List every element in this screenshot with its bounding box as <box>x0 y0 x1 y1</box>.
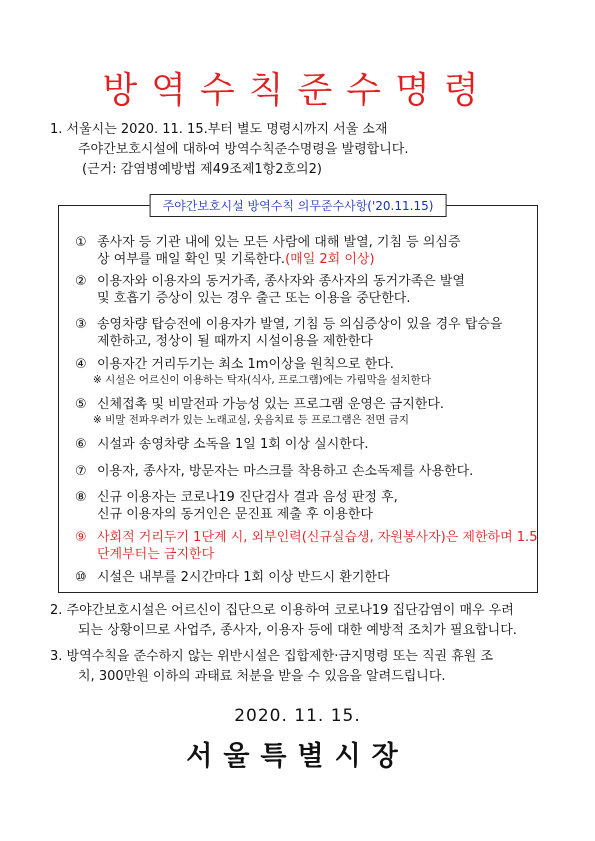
rule-item-9 <box>75 529 538 563</box>
rule-item-6 <box>75 436 523 453</box>
rule-text: 이용자간 거리두기는 최소 1m이상을 원칙으로 한다. <box>97 357 394 372</box>
section-3-line-1: 3. 방역수칙을 준수하지 않는 위반시설은 집합제한·금지명령 또는 직권 휴원 조 <box>50 649 494 664</box>
rule-item-3 <box>75 316 523 350</box>
rule-number: ④ <box>75 357 87 372</box>
section-3 <box>50 647 493 687</box>
rule-text: 신규 이용자의 동거인은 문진표 제출 후 이용한다 <box>97 507 373 522</box>
rule-text: 이용자와 이용자의 동거가족, 종사자와 종사자의 동거가족은 발열 <box>97 274 465 289</box>
rule-number: ② <box>75 274 87 289</box>
document-title: 방역수칙준수명령 <box>102 70 493 111</box>
rule-text: 제한하고, 정상이 될 때까지 시설이용을 제한한다 <box>97 334 373 349</box>
rule-number: ⑧ <box>75 490 87 505</box>
rule-number: ⑤ <box>75 397 87 412</box>
rule-number: ⑨ <box>75 530 87 545</box>
rule-number: ③ <box>75 317 87 332</box>
rule-text: 단계부터는 금지한다 <box>97 547 215 562</box>
rule-text: 송영차량 탑승전에 이용자가 발열, 기침 등 의심증상이 있을 경우 탑승을 <box>97 317 503 332</box>
signature: 서울특별시장 <box>186 741 409 772</box>
section-1-line-1: 1. 서울시는 2020. 11. 15.부터 별도 명령시까지 서울 소재 <box>50 122 388 137</box>
rule-item-4 <box>75 356 523 387</box>
rule-number: ⑥ <box>75 437 87 452</box>
section-2-line-1: 2. 주야간보호시설은 어르신이 집단으로 이용하여 코로나19 집단감염이 매우 우려 <box>50 603 514 618</box>
section-2-line-2: 되는 상황이므로 사업주, 종사자, 이용자 등에 대한 예방적 조치가 필요합니다. <box>78 623 517 638</box>
rule-item-2 <box>75 273 523 307</box>
rule-text: 종사자 등 기관 내에 있는 모든 사람에 대해 발열, 기침 등 의심증 <box>97 235 461 250</box>
rule-text: 및 호흡기 증상이 있는 경우 출근 또는 이용을 중단한다. <box>97 291 411 306</box>
rule-item-8 <box>75 489 523 523</box>
rules-box-header: 주야간보호시설 방역수칙 의무준수사항('20.11.15) <box>150 194 447 217</box>
section-1-line-2: 주야간보호시설에 대하여 방역수칙준수명령을 발령합니다. <box>78 142 409 157</box>
rule-number: ⑦ <box>75 464 87 479</box>
rule-item-7 <box>75 463 523 480</box>
section-1-legal-basis: (근거: 감염병예방법 제49조제1항2호의2) <box>82 162 322 177</box>
rule-text: 시설은 내부를 2시간마다 1회 이상 반드시 환기한다 <box>97 570 390 585</box>
rule-subnote: ※ 시설은 어르신이 이용하는 탁자(식사, 프로그램)에는 가림막을 설치한다 <box>93 374 431 386</box>
issue-date: 2020. 11. 15. <box>234 706 361 726</box>
rule-subnote: ※ 비말 전파우려가 있는 노래교실, 웃음치료 등 프로그램은 전면 금지 <box>93 414 410 426</box>
section-1 <box>50 120 408 180</box>
rules-box <box>58 199 538 593</box>
rule-item-5 <box>75 396 523 427</box>
rule-text: 이용자, 종사자, 방문자는 마스크를 착용하고 손소독제를 사용한다. <box>97 464 474 479</box>
rule-number: ① <box>75 235 87 250</box>
rule-text: 사회적 거리두기 1단계 시, 외부인력(신규실습생, 자원봉사자)은 제한하며 1.5 <box>97 530 538 545</box>
rule-text: 신규 이용자는 코로나19 진단검사 결과 음성 판정 후, <box>97 490 398 505</box>
rule-text: 시설과 송영차량 소독을 1일 1회 이상 실시한다. <box>97 437 369 452</box>
rule-text: 상 여부를 매일 확인 및 기록한다. <box>97 252 286 267</box>
section-3-line-2: 치, 300만원 이하의 과태료 처분을 받을 수 있음을 알려드립니다. <box>78 669 446 684</box>
rule-number: ⑩ <box>75 570 87 585</box>
rule-note: (매일 2회 이상) <box>285 252 375 267</box>
rule-text: 신체접촉 및 비말전파 가능성 있는 프로그램 운영은 금지한다. <box>97 397 445 412</box>
section-2 <box>50 601 517 641</box>
rule-item-1 <box>75 234 523 268</box>
rule-item-10 <box>75 569 523 586</box>
